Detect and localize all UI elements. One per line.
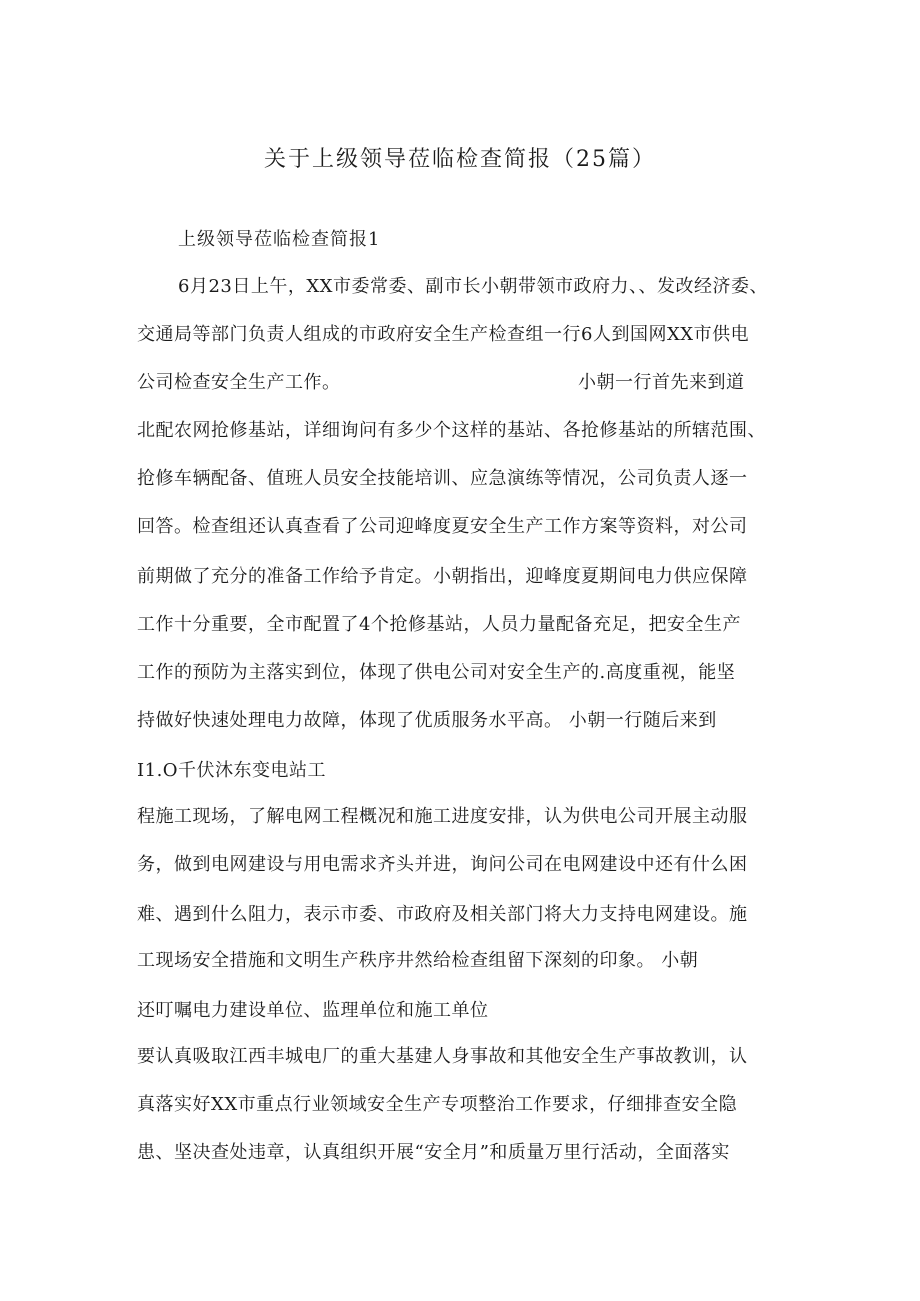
body-line: 还叮嘱电力建设单位、监理单位和施工单位: [137, 1000, 489, 1021]
body-line: I1.O千伏沐东变电站工: [137, 760, 327, 781]
body-line: 要认真吸取江西丰城电厂的重大基建人身事故和其他安全生产事故教训，认: [137, 1046, 748, 1067]
body-line: 回答。检查组还认真查看了公司迎峰度夏安全生产工作方案等资料，对公司: [137, 516, 748, 537]
document-title: 关于上级领导莅临检查简报（25篇）: [264, 147, 656, 172]
body-line: 交通局等部门负责人组成的市政府安全生产检查组一行6人到国网XX市供电: [137, 324, 750, 345]
body-line: 工现场安全措施和文明生产秩序井然给检查组留下深刻的印象。 小朝: [137, 950, 699, 971]
body-line: 患、坚决查处违章，认真组织开展“安全月”和质量万里行活动，全面落实: [137, 1142, 730, 1163]
body-line: 务，做到电网建设与用电需求齐头并进，询问公司在电网建设中还有什么困: [137, 854, 748, 875]
body-line: 北配农网抢修基站，详细询问有多少个这样的基站、各抢修基站的所辖范围、: [137, 420, 766, 441]
body-line: 工作十分重要，全市配置了4个抢修基站，人员力量配备充足，把安全生产: [137, 614, 741, 635]
body-line: 难、遇到什么阻力，表示市委、市政府及相关部门将大力支持电网建设。施: [137, 904, 748, 925]
body-line: 抢修车辆配备、值班人员安全技能培训、应急演练等情况，公司负责人逐一: [137, 468, 748, 489]
body-line: 真落实好XX市重点行业领域安全生产专项整治工作要求，仔细排查安全隐: [137, 1094, 738, 1115]
body-line: 前期做了充分的准备工作给予肯定。小朝指出，迎峰度夏期间电力供应保障: [137, 566, 748, 587]
section-heading: 上级领导莅临检查简报1: [178, 229, 381, 250]
body-line: 小朝一行首先来到道: [578, 372, 745, 393]
body-line: 程施工现场，了解电网工程概况和施工进度安排，认为供电公司开展主动服: [137, 806, 748, 827]
body-line: 工作的预防为主落实到位，体现了供电公司对安全生产的.高度重视，能坚: [137, 662, 736, 683]
body-line: 6月23日上午，XX市委常委、副市长小朝带领市政府力、、发改经济委、: [178, 276, 768, 297]
body-line: 公司检查安全生产工作。: [137, 372, 341, 393]
body-line: 持做好快速处理电力故障，体现了优质服务水平高。 小朝一行随后来到: [137, 710, 717, 731]
